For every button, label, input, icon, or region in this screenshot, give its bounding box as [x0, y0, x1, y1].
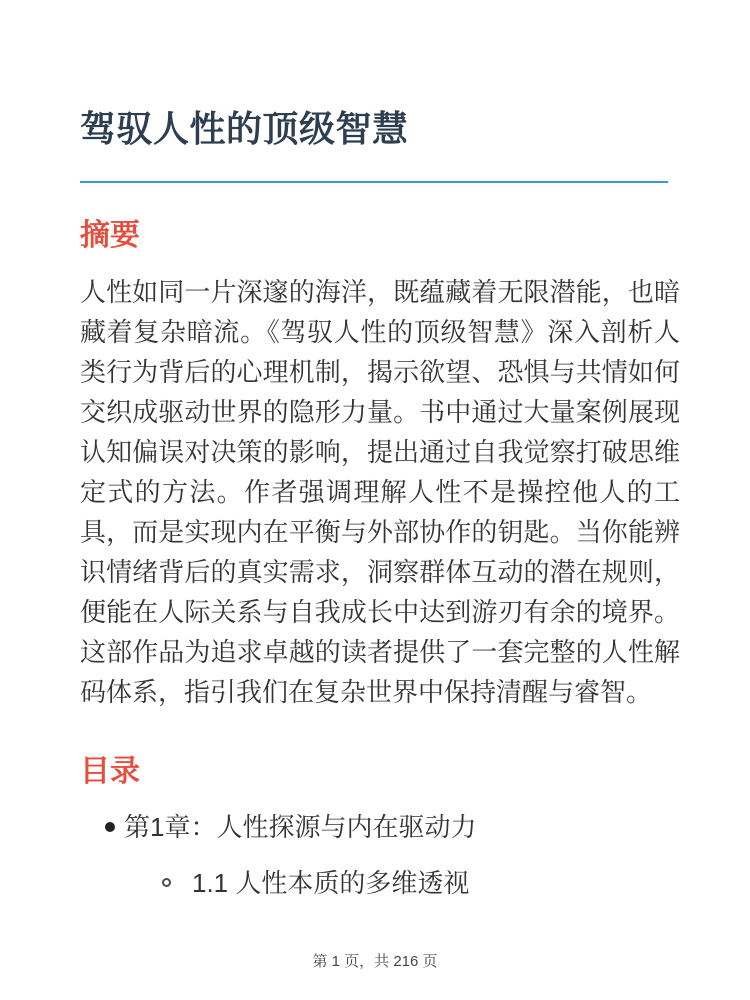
document-title: 驾驭人性的顶级智慧 — [80, 108, 409, 149]
bullet-circle-icon — [162, 878, 171, 887]
abstract-heading: 摘要 — [80, 219, 140, 252]
title-divider — [80, 181, 668, 183]
toc-chapter-label: 第1章：人性探源与内在驱动力 — [124, 812, 477, 842]
abstract-paragraph: 人性如同一片深邃的海洋，既蕴藏着无限潜能，也暗藏着复杂暗流。《驾驭人性的顶级智慧》深入剖析人类行为背后的心理机制，揭示欲望、恐惧与共情如何交织成驱动世界的隐形力量。书中通过大量案例展现认知偏误对决策的影响，提出通过自我觉察打破思维定式的方法。作者强调理解人性不是操控他人的工具，而是实现内在平衡与外部协作的钥匙。当你能辨识情绪背后的真实需求，洞察群体互动的潜在规则，便能在人际关系与自我成长中达到游刃有余的境界。这部作品为追求卓越的读者提供了一套完整的人性解码体系，指引我们在复杂世界中保持清醒与睿智。 — [80, 277, 680, 707]
toc-section-label: 1.1 人性本质的多维透视 — [192, 868, 470, 898]
toc-chapter-item — [80, 807, 680, 847]
toc-list — [80, 807, 680, 903]
toc-section-item — [80, 863, 680, 903]
page-footer: 第 1 页，共 216 页 — [312, 953, 438, 970]
toc-heading: 目录 — [80, 755, 140, 788]
bullet-disc-icon — [105, 822, 115, 832]
